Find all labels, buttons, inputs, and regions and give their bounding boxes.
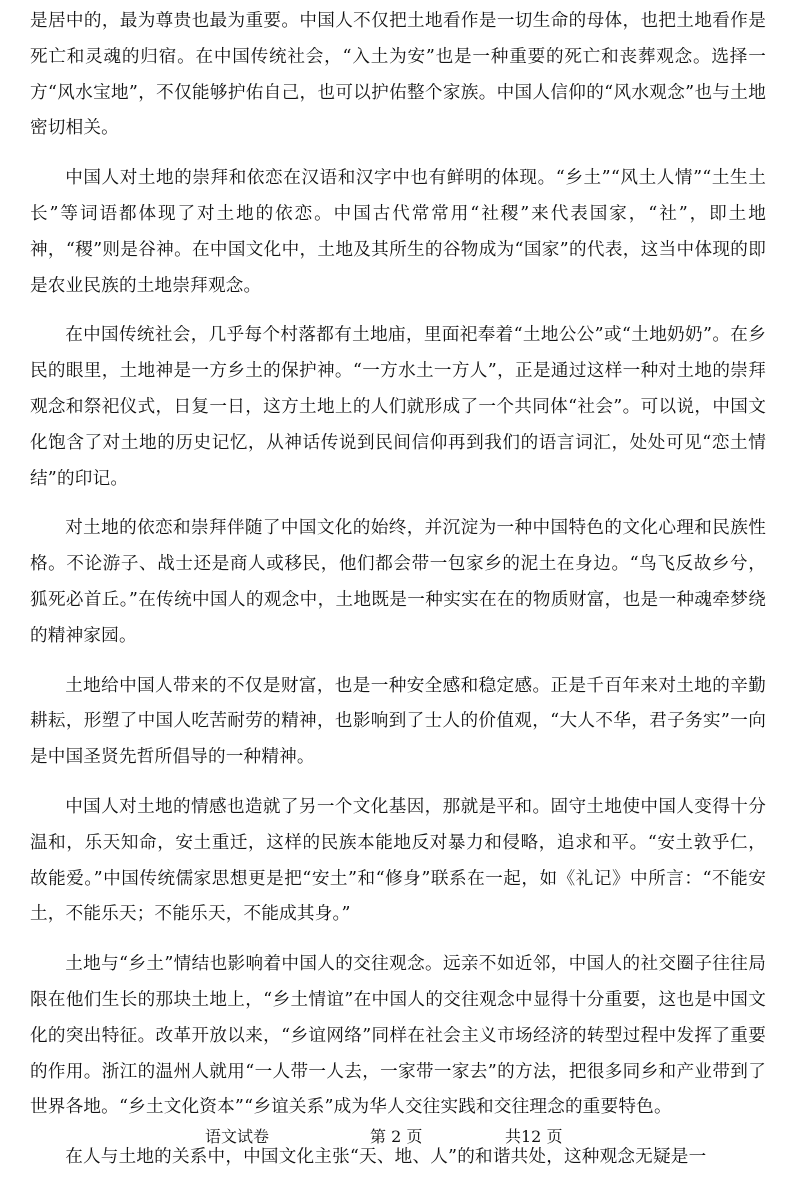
paragraph-7: 土地与“乡土”情结也影响着中国人的交往观念。远亲不如近邻，中国人的社交圈子往往局限在他们生长的那块土地上，“乡土情谊”在中国人的交往观念中显得十分重要，这也是中国文化的突出特征。改革开放以来，“乡谊网络”同样在社会主义市场经济的转型过程中发挥了重要的作用。浙江的温州人就用“一人带一人去，一家带一家去”的方法，把很多同乡和产业带到了世界各地。“乡土文化资本”“乡谊关系”成为华人交往实践和交往理念的重要特色。 — [30, 954, 766, 1118]
paragraph-5: 土地给中国人带来的不仅是财富，也是一种安全感和稳定感。正是千百年来对土地的辛勤耕耘，形塑了中国人吃苦耐劳的精神，也影响到了士人的价值观，“大人不华，君子务实”一向是中国圣贤先哲所倡导的一种精神。 — [30, 675, 766, 768]
page-footer — [0, 1124, 794, 1148]
paragraph-3: 在中国传统社会，几乎每个村落都有土地庙，里面祀奉着“土地公公”或“土地奶奶”。在乡民的眼里，土地神是一方乡土的保护神。“一方水土一方人”，正是通过这样一种对土地的崇拜观念和祭祀仪式，日复一日，这方土地上的人们就形成了一个共同体“社会”。可以说，中国文化饱含了对土地的历史记忆，从神话传说到民间信仰再到我们的语言词汇，处处可见“恋土情结”的印记。 — [30, 325, 766, 489]
paragraph-8: 在人与土地的关系中，中国文化主张“天、地、人”的和谐共处，这种观念无疑是一 — [65, 1147, 707, 1168]
footer-exam-title: 语文试卷 — [205, 1127, 270, 1146]
document-body — [30, 4, 766, 1190]
paragraph-4: 对土地的依恋和崇拜伴随了中国文化的始终，并沉淀为一种中国特色的文化心理和民族性格。不论游子、战士还是商人或移民，他们都会带一包家乡的泥土在身边。“鸟飞反故乡兮，狐死必首丘。”在传统中国人的观念中，土地既是一种实实在在的物质财富，也是一种魂牵梦绕的精神家园。 — [30, 518, 766, 646]
footer-total-pages: 共12 页 — [505, 1127, 563, 1146]
paragraph-6: 中国人对土地的情感也造就了另一个文化基因，那就是平和。固守土地使中国人变得十分温和，乐天知命，安土重迁，这样的民族本能地反对暴力和侵略，追求和平。“安土敦乎仁，故能爱。”中国传统儒家思想更是把“安土”和“修身”联系在一起，如《礼记》中所言：“不能安土，不能乐天；不能乐天，不能成其身。” — [30, 796, 766, 925]
footer-page-number: 第 2 页 — [370, 1127, 423, 1146]
paragraph-2: 中国人对土地的崇拜和依恋在汉语和汉字中也有鲜明的体现。“乡土”“风土人情”“土生土长”等词语都体现了对土地的依恋。中国古代常常用“社稷”来代表国家，“社”，即土地神，“稷”则是谷神。在中国文化中，土地及其所生的谷物成为“国家”的代表，这当中体现的即是农业民族的土地崇拜观念。 — [30, 168, 766, 296]
paragraph-1: 是居中的，最为尊贵也最为重要。中国人不仅把土地看作是一切生命的母体，也把土地看作是死亡和灵魂的归宿。在中国传统社会，“入土为安”也是一种重要的死亡和丧葬观念。选择一方“风水宝地”，不仅能够护佑自己，也可以护佑整个家族。中国人信仰的“风水观念”也与土地密切相关。 — [30, 11, 766, 139]
